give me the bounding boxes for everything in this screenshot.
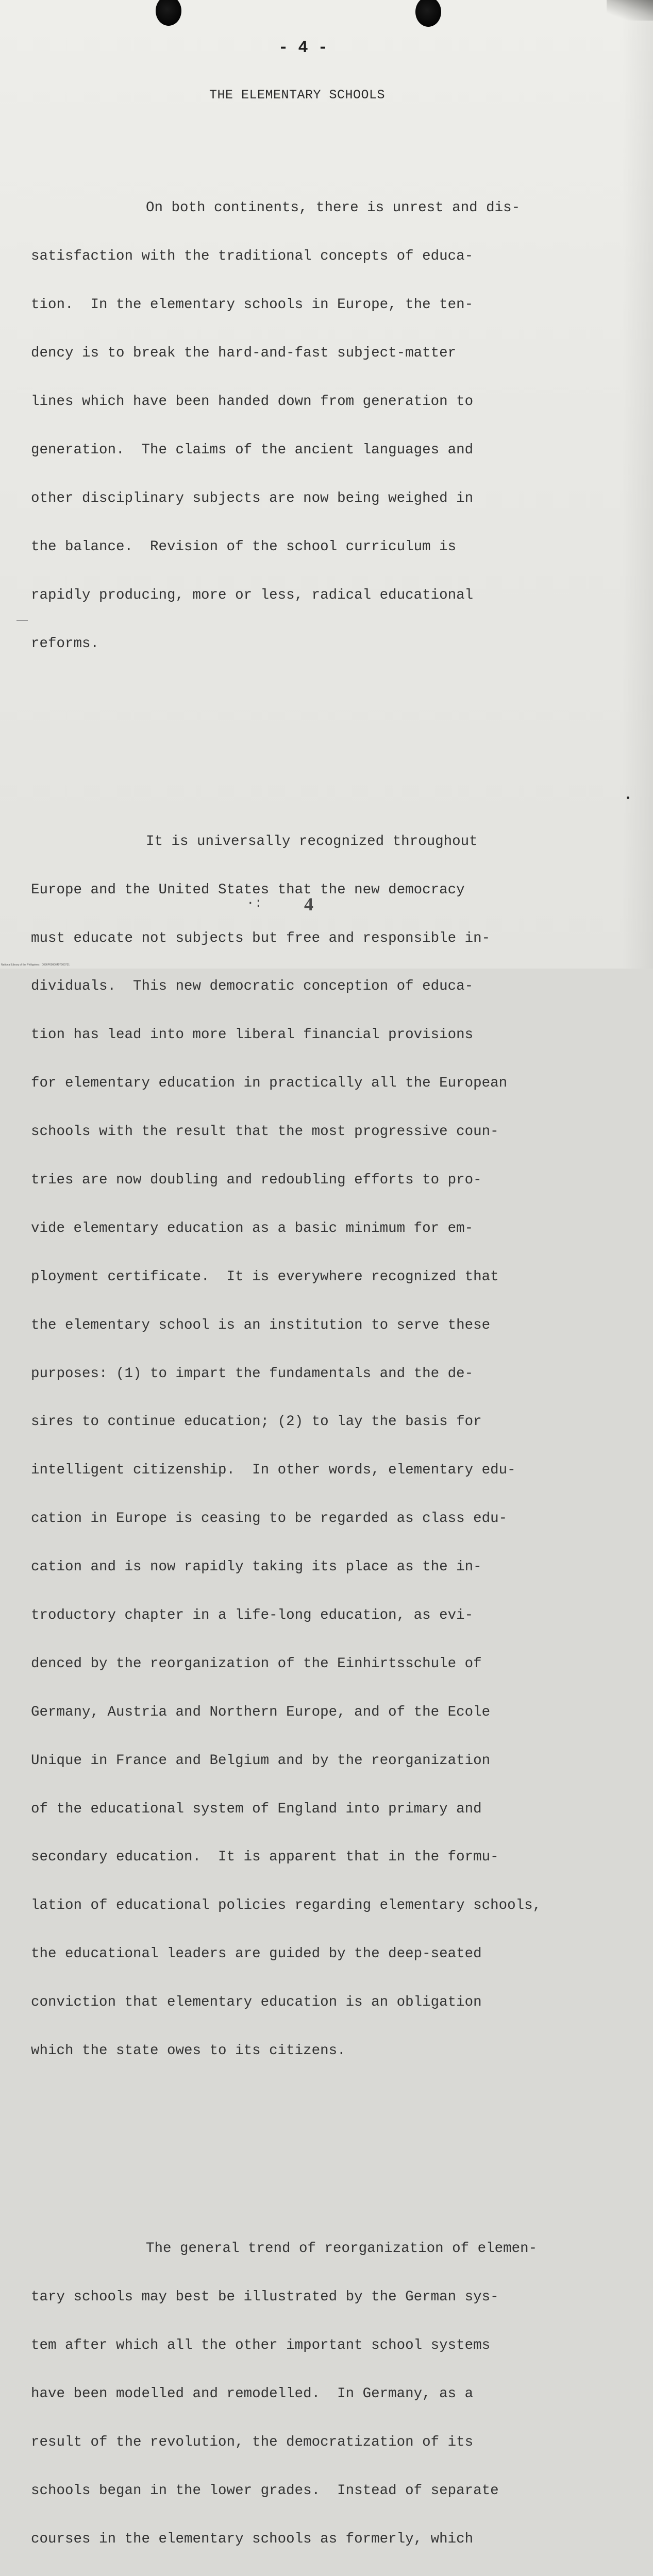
paragraph-line: satisfaction with the traditional concepts of educa- — [31, 248, 474, 265]
punch-hole-left — [156, 0, 181, 26]
paragraph-line: have been modelled and remodelled. In Germany, as a — [31, 2385, 474, 2402]
paragraph-gap — [31, 2124, 541, 2144]
paragraph-line: the balance. Revision of the school curriculum is — [31, 538, 457, 555]
ink-speck — [627, 796, 629, 799]
paragraph-1 — [31, 168, 541, 684]
paragraph-line: dency is to break the hard-and-fast subject-matter — [31, 345, 457, 362]
body-text — [31, 120, 541, 2576]
archive-credit: National Library of the Philippines D036P0000640T000731 — [1, 963, 70, 967]
paragraph-line: schools began in the lower grades. Instead of separate — [31, 2482, 499, 2499]
paragraph-line: tary schools may best be illustrated by the German sys- — [31, 2289, 499, 2306]
page-corner-shadow — [607, 0, 653, 21]
paragraph-line: result of the revolution, the democratization of its — [31, 2434, 474, 2450]
paragraph-line: tion has lead into more liberal financial provisions — [31, 1027, 474, 1043]
footer-page-number: 4 — [304, 894, 313, 914]
paragraph-line: lines which have been handed down from generation to — [31, 394, 474, 410]
paragraph-line: denced by the reorganization of the Einhirtsschule of — [31, 1655, 482, 1672]
paragraph-line: reforms. — [31, 635, 99, 652]
paragraph-line: ployment certificate. It is everywhere recognized that — [31, 1268, 499, 1285]
section-title: THE ELEMENTARY SCHOOLS — [209, 88, 386, 103]
paragraph-line: On both continents, there is unrest and dis- — [146, 200, 521, 216]
page-edge-shadow — [622, 0, 653, 969]
paragraph-line: secondary education. It is apparent that in the formu- — [31, 1849, 499, 1866]
paragraph-line: tion. In the elementary schools in Europe, the ten- — [31, 297, 474, 313]
paragraph-line: for elementary education in practically all the European — [31, 1075, 508, 1092]
paragraph-line: The general trend of reorganization of elemen- — [146, 2241, 538, 2257]
paragraph-2 — [31, 801, 541, 2091]
paragraph-line: tries are now doubling and redoubling efforts to pro- — [31, 1172, 482, 1188]
paragraph-3 — [31, 2209, 541, 2576]
paragraph-line: which the state owes to its citizens. — [31, 2043, 346, 2059]
paragraph-line: cation and is now rapidly taking its place as the in- — [31, 1559, 482, 1575]
punch-hole-right — [415, 0, 441, 27]
paragraph-line: of the educational system of England into primary and — [31, 1801, 482, 1817]
paragraph-line: the educational leaders are guided by the deep-seated — [31, 1946, 482, 1962]
paragraph-line: schools with the result that the most progressive coun- — [31, 1124, 499, 1140]
paragraph-line: Germany, Austria and Northern Europe, and of the Ecole — [31, 1704, 491, 1720]
paragraph-line: courses in the elementary schools as formerly, which — [31, 2531, 474, 2547]
paragraph-line: the elementary school is an institution to serve these — [31, 1317, 491, 1333]
paragraph-line: rapidly producing, more or less, radical educational — [31, 587, 474, 603]
page-number: - 4 - — [278, 38, 328, 57]
paragraph-line: purposes: (1) to impart the fundamentals and the de- — [31, 1365, 474, 1382]
paragraph-line: It is universally recognized throughout — [146, 833, 478, 850]
paragraph-line: cation in Europe is ceasing to be regarded as class edu- — [31, 1511, 508, 1527]
paragraph-gap — [31, 716, 541, 737]
paragraph-line: other disciplinary subjects are now being weighed in — [31, 490, 474, 506]
paragraph-line: sires to continue education; (2) to lay the basis for — [31, 1414, 482, 1430]
paragraph-line: generation. The claims of the ancient languages and — [31, 442, 474, 458]
paragraph-line: conviction that elementary education is an obligation — [31, 1994, 482, 2011]
paragraph-line: must educate not subjects but free and responsible in- — [31, 930, 491, 946]
margin-mark — [16, 620, 28, 621]
paragraph-line: Europe and the United States that the new democracy — [31, 882, 465, 898]
paragraph-line: vide elementary education as a basic minimum for em- — [31, 1220, 474, 1236]
paragraph-line: Unique in France and Belgium and by the reorganization — [31, 1752, 491, 1769]
footer-marks: ·: — [246, 895, 263, 911]
paragraph-line: troductory chapter in a life-long education, as evi- — [31, 1607, 474, 1624]
paragraph-line: lation of educational policies regarding elementary schools, — [31, 1897, 542, 1914]
paragraph-line: tem after which all the other important school systems — [31, 2337, 491, 2354]
paragraph-line: dividuals. This new democratic conception of educa- — [31, 978, 474, 995]
paragraph-line: intelligent citizenship. In other words, elementary edu- — [31, 1462, 516, 1479]
